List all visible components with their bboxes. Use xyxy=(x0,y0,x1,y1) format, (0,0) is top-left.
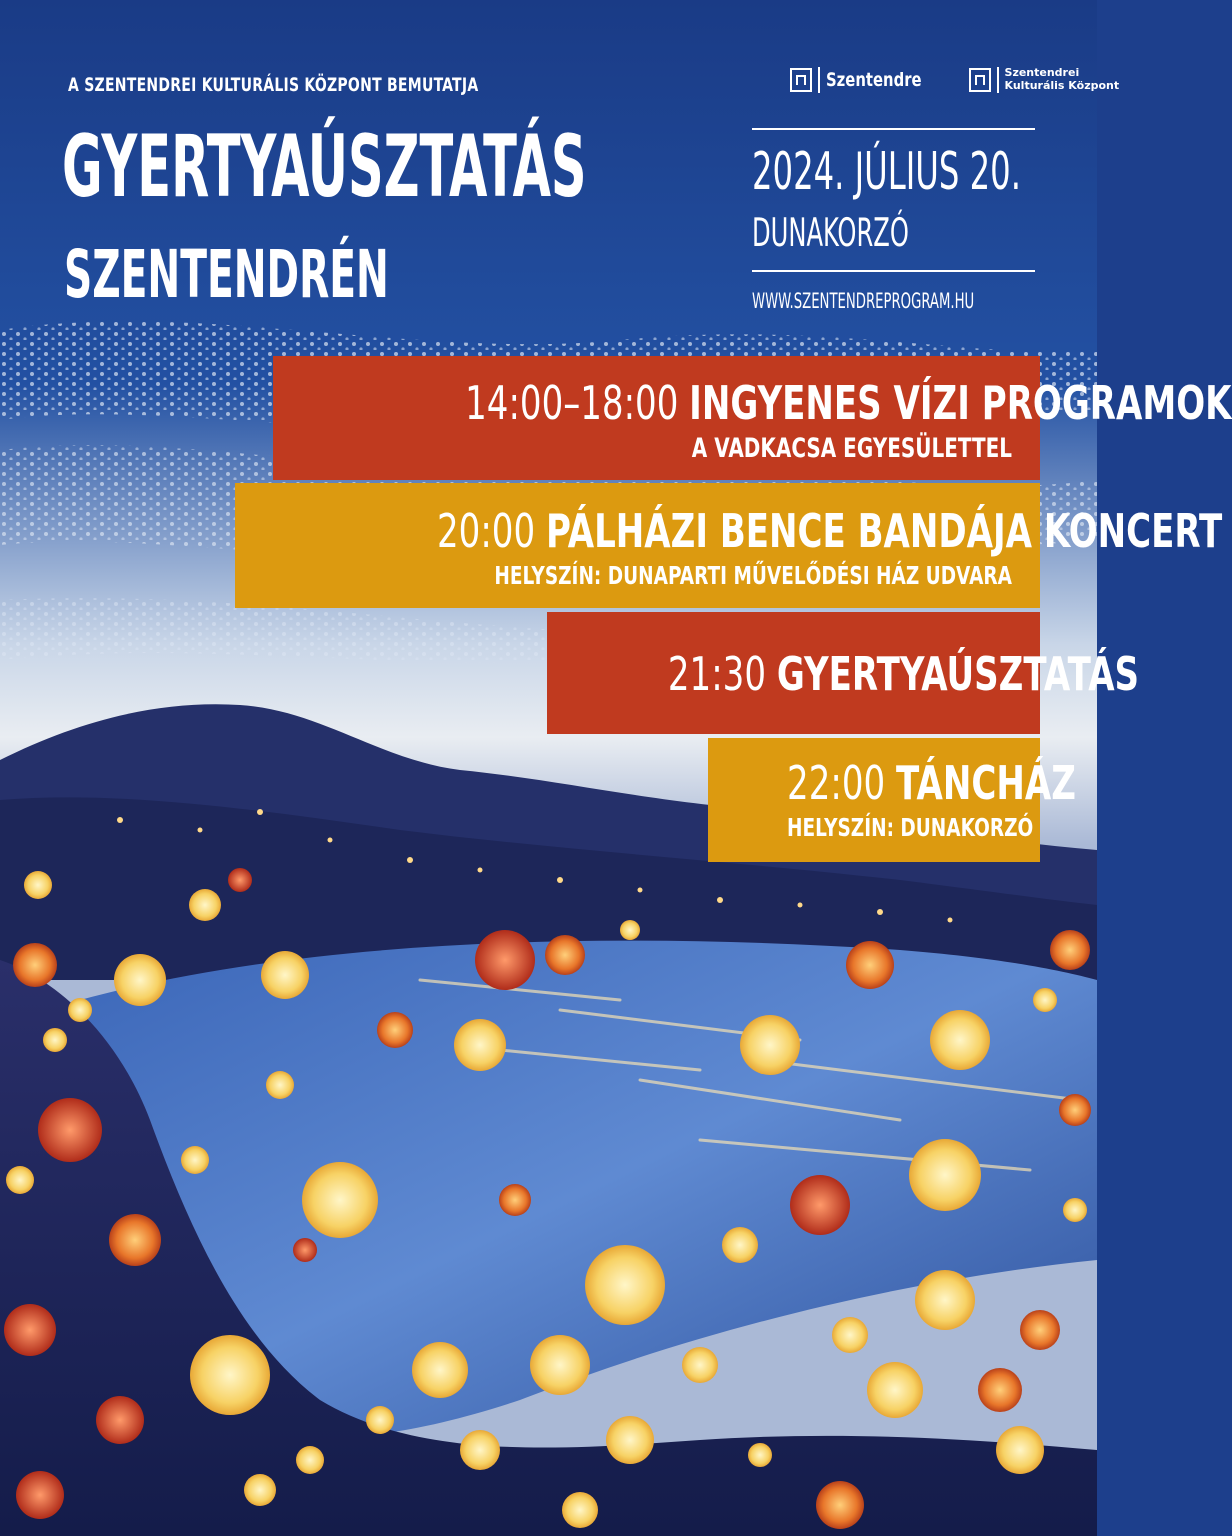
program-headline xyxy=(667,647,1140,701)
divider-top xyxy=(752,128,1035,130)
program-title: INGYENES VÍZI PROGRAMOK xyxy=(689,376,1232,430)
logo-text xyxy=(1005,67,1120,92)
logo-divider xyxy=(997,67,999,93)
logo-divider xyxy=(818,67,820,93)
program-headline xyxy=(787,756,1076,810)
szentendre-logo xyxy=(790,67,931,93)
event-location: DUNAKORZÓ xyxy=(752,211,909,256)
program-time: 20:00 xyxy=(437,504,536,558)
program-subtitle: A VADKACSA EGYESÜLETTEL xyxy=(691,433,1012,464)
program-item xyxy=(235,483,1223,608)
logo-name: Szentendre xyxy=(826,69,922,91)
logo-text-line1: Szentendrei xyxy=(1004,66,1080,80)
website-link[interactable]: WWW.SZENTENDREPROGRAM.HU xyxy=(752,289,975,313)
program-time: 22:00 xyxy=(787,756,886,810)
program-headline xyxy=(465,376,1232,430)
tower-icon xyxy=(969,68,991,92)
program-subtitle: HELYSZÍN: DUNAPARTI MŰVELŐDÉSI HÁZ UDVARA xyxy=(494,561,1012,590)
page-subtitle: SZENTENDRÉN xyxy=(64,236,389,313)
program-headline xyxy=(437,504,1223,558)
program-title: TÁNCHÁZ xyxy=(895,756,1076,810)
kulturalis-kozpont-logo xyxy=(969,67,1120,93)
program-time: 21:30 xyxy=(667,647,767,701)
program-item xyxy=(708,738,1076,862)
program-title: GYERTYAÚSZTATÁS xyxy=(776,647,1140,701)
program-item xyxy=(547,612,1140,734)
program-item xyxy=(273,356,1232,480)
event-date: 2024. JÚLIUS 20. xyxy=(752,142,1021,202)
program-subtitle: HELYSZÍN: DUNAKORZÓ xyxy=(787,813,1034,842)
presenter-line: A SZENTENDREI KULTURÁLIS KÖZPONT BEMUTATJA xyxy=(68,74,479,96)
program-time: 14:00–18:00 xyxy=(465,376,679,430)
tower-icon xyxy=(790,68,812,92)
program-title: PÁLHÁZI BENCE BANDÁJA KONCERT xyxy=(545,504,1223,558)
sponsor-logos xyxy=(790,67,1119,93)
page-title: GYERTYAÚSZTATÁS xyxy=(62,117,587,217)
divider-bottom xyxy=(752,270,1035,272)
logo-text-line2: Kulturális Központ xyxy=(1004,79,1120,92)
